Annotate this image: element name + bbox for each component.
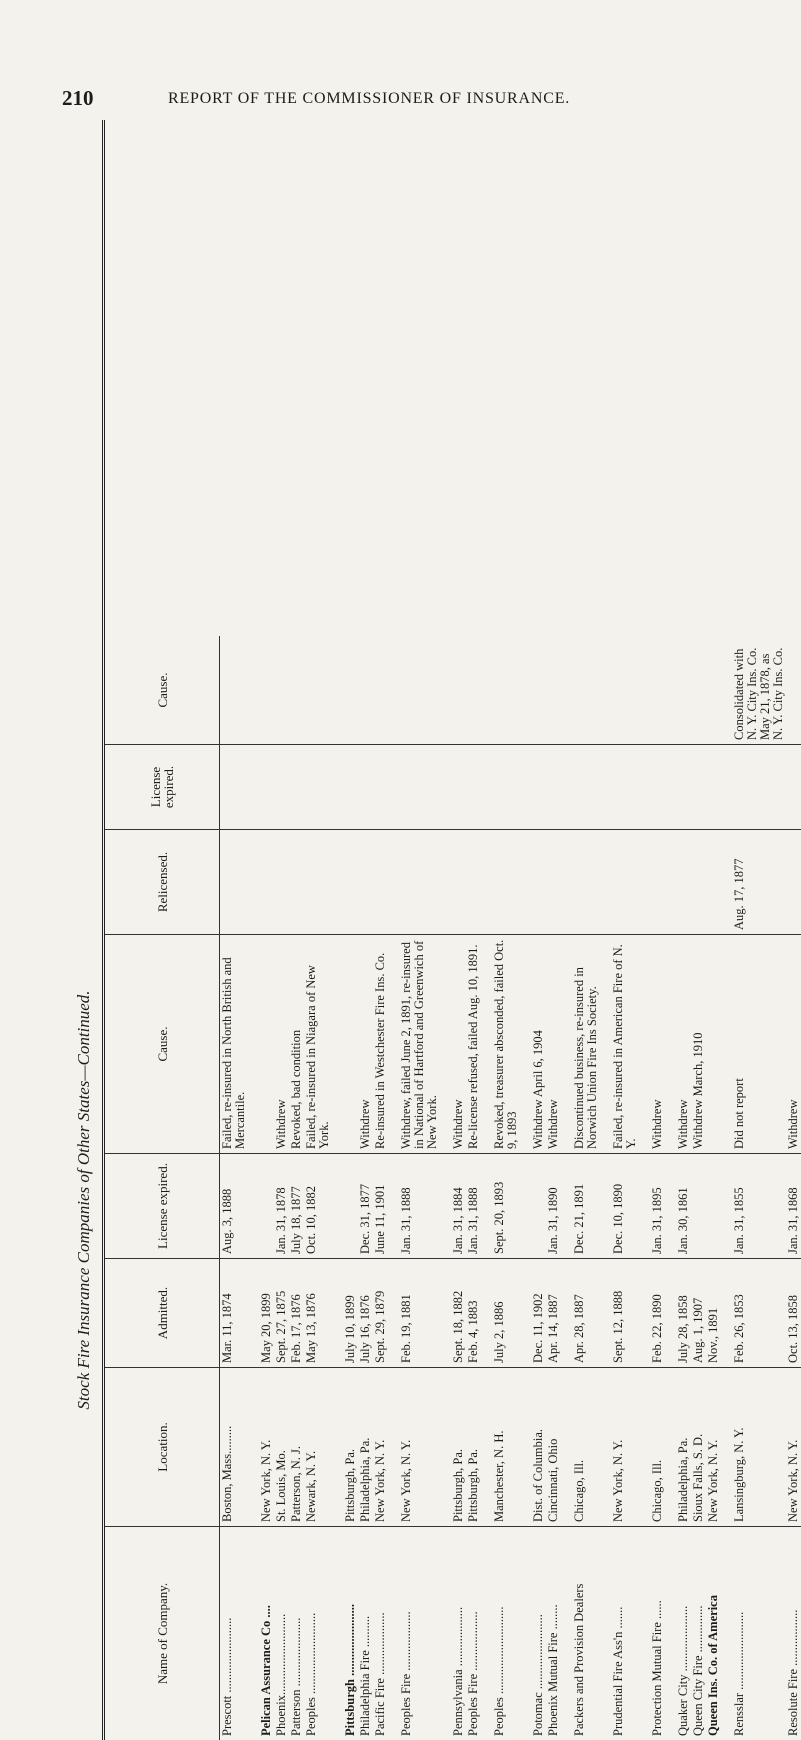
license-expired: Dec. 21, 1891 xyxy=(561,1154,600,1259)
company-name: Philadelphia Fire .......... xyxy=(358,1527,373,1740)
admitted-date: July 10, 1899 xyxy=(332,1259,358,1368)
relicensed-date xyxy=(373,830,388,935)
page-number: 210 xyxy=(62,86,94,111)
cause: Failed, re-insured in American Fire of N. Y. xyxy=(600,935,639,1154)
license-expired-2 xyxy=(786,745,801,830)
admitted-date: Sept. 27, 1875 xyxy=(274,1259,289,1368)
company-name: Packers and Provision Dealers xyxy=(561,1527,600,1740)
cause: Withdrew xyxy=(665,935,691,1154)
cause-2 xyxy=(358,636,373,745)
cause xyxy=(332,935,358,1154)
table-row xyxy=(388,636,440,1740)
location: Cincinnati, Ohio xyxy=(546,1368,561,1527)
location: New York, N. Y. xyxy=(706,1368,721,1527)
table-row xyxy=(706,636,721,1740)
cause-2 xyxy=(332,636,358,745)
license-expired-2 xyxy=(358,745,373,830)
relicensed-date xyxy=(639,830,665,935)
cause: Withdrew xyxy=(358,935,373,1154)
relicensed-date xyxy=(520,830,546,935)
cause-2 xyxy=(274,636,289,745)
license-expired xyxy=(332,1154,358,1259)
admitted-date: July 2, 1886 xyxy=(481,1259,520,1368)
header-license-expired: License expired. xyxy=(105,1154,220,1259)
cause-2 xyxy=(561,636,600,745)
admitted-date: Nov., 1891 xyxy=(706,1259,721,1368)
license-expired: Jan. 31, 1884 xyxy=(440,1154,466,1259)
table-row xyxy=(520,636,546,1740)
location: New York, N. Y. xyxy=(600,1368,639,1527)
company-name: Peoples Fire ................... xyxy=(388,1527,440,1740)
relicensed-date xyxy=(546,830,561,935)
cause: Withdrew xyxy=(274,935,289,1154)
admitted-date: Apr. 14, 1887 xyxy=(546,1259,561,1368)
location: Lansingburg, N. Y. xyxy=(721,1368,786,1527)
cause-2 xyxy=(289,636,304,745)
license-expired: Jan. 31, 1890 xyxy=(546,1154,561,1259)
admitted-date: July 16, 1876 xyxy=(358,1259,373,1368)
company-name: Phoenix Mutual Fire ........ xyxy=(546,1527,561,1740)
header-relicensed: Relicensed. xyxy=(105,830,220,935)
company-name: Peoples .......................... xyxy=(304,1527,332,1740)
relicensed-date xyxy=(304,830,332,935)
location: Pittsburgh, Pa. xyxy=(466,1368,481,1527)
relicensed-date xyxy=(665,830,691,935)
cause xyxy=(706,935,721,1154)
admitted-date: July 28, 1858 xyxy=(665,1259,691,1368)
table-row xyxy=(721,636,786,1740)
license-expired xyxy=(706,1154,721,1259)
relicensed-date xyxy=(466,830,481,935)
location: Boston, Mass......... xyxy=(220,1368,249,1527)
cause-2 xyxy=(220,636,249,745)
license-expired: Jan. 31, 1868 xyxy=(786,1154,801,1259)
license-expired: Jan. 31, 1888 xyxy=(466,1154,481,1259)
license-expired: Jan. 31, 1855 xyxy=(721,1154,786,1259)
license-expired: Jan. 31, 1878 xyxy=(274,1154,289,1259)
location: Philadelphia, Pa. xyxy=(358,1368,373,1527)
license-expired: Dec. 31, 1877 xyxy=(358,1154,373,1259)
cause-2 xyxy=(706,636,721,745)
table-row xyxy=(440,636,466,1740)
company-name: Quaker City ..................... xyxy=(665,1527,691,1740)
license-expired: Aug. 3, 1888 xyxy=(220,1154,249,1259)
cause-2 xyxy=(248,636,274,745)
license-expired-2 xyxy=(639,745,665,830)
table-row xyxy=(691,636,706,1740)
license-expired-2 xyxy=(481,745,520,830)
location: St. Louis, Mo. xyxy=(274,1368,289,1527)
company-name: Protection Mutual Fire ...... xyxy=(639,1527,665,1740)
relicensed-date xyxy=(706,830,721,935)
company-name: Resolute Fire .................. xyxy=(786,1527,801,1740)
table-title: Stock Fire Insurance Companies of Other States—Continued. xyxy=(74,660,94,1740)
cause: Withdrew xyxy=(786,935,801,1154)
license-expired xyxy=(691,1154,706,1259)
license-expired-2 xyxy=(274,745,289,830)
cause-2 xyxy=(440,636,466,745)
table-row xyxy=(274,636,289,1740)
cause-2 xyxy=(786,636,801,745)
location: Patterson, N. J. xyxy=(289,1368,304,1527)
cause-2 xyxy=(665,636,691,745)
location: Chicago, Ill. xyxy=(561,1368,600,1527)
cause-2: Consolidated with N. Y. City Ins. Co. May 21, 1878, as N. Y. City Ins. Co. xyxy=(721,636,786,745)
header-cause-2: Cause. xyxy=(105,636,220,745)
cause-2 xyxy=(481,636,520,745)
location: Newark, N. Y. xyxy=(304,1368,332,1527)
license-expired-2 xyxy=(706,745,721,830)
company-name: Potomac ........................ xyxy=(520,1527,546,1740)
admitted-date: Feb. 17, 1876 xyxy=(289,1259,304,1368)
header-cause: Cause. xyxy=(105,935,220,1154)
admitted-date: Apr. 28, 1887 xyxy=(561,1259,600,1368)
location: Pittsburgh, Pa. xyxy=(440,1368,466,1527)
admitted-date: May 20, 1899 xyxy=(248,1259,274,1368)
license-expired-2 xyxy=(220,745,249,830)
relicensed-date xyxy=(220,830,249,935)
table-row xyxy=(786,636,801,1740)
table-row xyxy=(639,636,665,1740)
license-expired: Jan. 31, 1895 xyxy=(639,1154,665,1259)
table-body xyxy=(220,636,801,1740)
running-head: REPORT OF THE COMMISSIONER OF INSURANCE. xyxy=(168,90,570,108)
cause-2 xyxy=(639,636,665,745)
company-name: Peoples ............................ xyxy=(481,1527,520,1740)
cause xyxy=(248,935,274,1154)
license-expired: Sept. 20, 1893 xyxy=(481,1154,520,1259)
cause-2 xyxy=(600,636,639,745)
license-expired xyxy=(248,1154,274,1259)
table-row xyxy=(289,636,304,1740)
location: New York, N. Y. xyxy=(248,1368,274,1527)
admitted-date: Aug. 1, 1907 xyxy=(691,1259,706,1368)
cause-2 xyxy=(546,636,561,745)
license-expired: July 18, 1877 xyxy=(289,1154,304,1259)
table-row xyxy=(220,636,249,1740)
table-row xyxy=(358,636,373,1740)
admitted-date: Feb. 22, 1890 xyxy=(639,1259,665,1368)
license-expired-2 xyxy=(440,745,466,830)
cause-2 xyxy=(388,636,440,745)
relicensed-date xyxy=(358,830,373,935)
table-row xyxy=(481,636,520,1740)
location: Philadelphia, Pa. xyxy=(665,1368,691,1527)
table-row xyxy=(466,636,481,1740)
location: New York, N. Y. xyxy=(373,1368,388,1527)
license-expired: June 11, 1901 xyxy=(373,1154,388,1259)
location: Sioux Falls, S. D. xyxy=(691,1368,706,1527)
admitted-date: Feb. 19, 1881 xyxy=(388,1259,440,1368)
admitted-date: Sept. 18, 1882 xyxy=(440,1259,466,1368)
location: Dist. of Columbia. xyxy=(520,1368,546,1527)
company-name: Pacific Fire .................... xyxy=(373,1527,388,1740)
header-location: Location. xyxy=(105,1368,220,1527)
cause: Failed, re-insured in Niagara of New York. xyxy=(304,935,332,1154)
license-expired xyxy=(520,1154,546,1259)
license-expired-2 xyxy=(600,745,639,830)
license-expired-2 xyxy=(561,745,600,830)
relicensed-date xyxy=(274,830,289,935)
company-name: Pennsylvania ................... xyxy=(440,1527,466,1740)
relicensed-date xyxy=(388,830,440,935)
table-row xyxy=(373,636,388,1740)
table-row xyxy=(600,636,639,1740)
cause-2 xyxy=(373,636,388,745)
license-expired-2 xyxy=(665,745,691,830)
company-name: Prudential Fire Ass'n ....... xyxy=(600,1527,639,1740)
relicensed-date xyxy=(481,830,520,935)
admitted-date: Dec. 11, 1902 xyxy=(520,1259,546,1368)
page-header xyxy=(62,86,762,116)
relicensed-date xyxy=(600,830,639,935)
cause: Failed, re-insured in North British and Mercantile. xyxy=(220,935,249,1154)
license-expired: Jan. 31, 1888 xyxy=(388,1154,440,1259)
license-expired-2 xyxy=(388,745,440,830)
relicensed-date: Aug. 17, 1877 xyxy=(721,830,786,935)
admitted-date: Sept. 29, 1879 xyxy=(373,1259,388,1368)
company-name: Patterson ...................... xyxy=(289,1527,304,1740)
table-row xyxy=(561,636,600,1740)
relicensed-date xyxy=(289,830,304,935)
company-name: Prescott ........................ xyxy=(220,1527,249,1740)
license-expired-2 xyxy=(332,745,358,830)
license-expired-2 xyxy=(373,745,388,830)
admitted-date: Sept. 12, 1888 xyxy=(600,1259,639,1368)
company-name: Pelican Assurance Co .... xyxy=(248,1527,274,1740)
admitted-date: Oct. 13, 1858 xyxy=(786,1259,801,1368)
license-expired-2 xyxy=(520,745,546,830)
location: Pittsburgh, Pa. xyxy=(332,1368,358,1527)
header-name: Name of Company. xyxy=(105,1527,220,1740)
cause: Revoked, treasurer absconded, failed Oct. 9, 1893 xyxy=(481,935,520,1154)
admitted-date: Feb. 4, 1883 xyxy=(466,1259,481,1368)
rotated-table-block xyxy=(74,120,714,1740)
header-row xyxy=(105,636,220,1740)
cause: Withdrew xyxy=(440,935,466,1154)
cause: Did not report xyxy=(721,935,786,1154)
license-expired-2 xyxy=(248,745,274,830)
cause-2 xyxy=(304,636,332,745)
license-expired-2 xyxy=(691,745,706,830)
location: New York, N. Y. xyxy=(388,1368,440,1527)
cause-2 xyxy=(691,636,706,745)
insurance-companies-table xyxy=(105,636,801,1740)
admitted-date: Feb. 26, 1853 xyxy=(721,1259,786,1368)
table-wrapper xyxy=(102,120,715,1740)
license-expired-2 xyxy=(466,745,481,830)
relicensed-date xyxy=(691,830,706,935)
license-expired: Oct. 10, 1882 xyxy=(304,1154,332,1259)
relicensed-date xyxy=(786,830,801,935)
cause: Discontinued business, re-insured in Norwich Union Fire Ins Society. xyxy=(561,935,600,1154)
cause: Withdrew March, 1910 xyxy=(691,935,706,1154)
table-row xyxy=(665,636,691,1740)
admitted-date: May 13, 1876 xyxy=(304,1259,332,1368)
admitted-date: Mar. 11, 1874 xyxy=(220,1259,249,1368)
table-row xyxy=(546,636,561,1740)
company-name: Phoenix.......................... xyxy=(274,1527,289,1740)
relicensed-date xyxy=(248,830,274,935)
cause-2 xyxy=(520,636,546,745)
relicensed-date xyxy=(332,830,358,935)
cause: Re-license refused, failed Aug. 10, 1891. xyxy=(466,935,481,1154)
table-row xyxy=(332,636,358,1740)
location: New York, N. Y. xyxy=(786,1368,801,1527)
license-expired: Dec. 10, 1890 xyxy=(600,1154,639,1259)
table-row xyxy=(248,636,274,1740)
company-name: Rensslar ......................... xyxy=(721,1527,786,1740)
cause: Re-insured in Westchester Fire Ins. Co. xyxy=(373,935,388,1154)
company-name: Queen Ins. Co. of America xyxy=(706,1527,721,1740)
location: Manchester, N. H. xyxy=(481,1368,520,1527)
cause-2 xyxy=(466,636,481,745)
cause: Withdrew xyxy=(546,935,561,1154)
cause: Revoked, bad condition xyxy=(289,935,304,1154)
relicensed-date xyxy=(561,830,600,935)
company-name: Queen City Fire ............... xyxy=(691,1527,706,1740)
license-expired-2 xyxy=(289,745,304,830)
license-expired: Jan. 30, 1861 xyxy=(665,1154,691,1259)
table-row xyxy=(304,636,332,1740)
license-expired-2 xyxy=(304,745,332,830)
cause: Withdrew xyxy=(639,935,665,1154)
location: Chicago, Ill. xyxy=(639,1368,665,1527)
company-name: Peoples Fire ................... xyxy=(466,1527,481,1740)
license-expired-2 xyxy=(546,745,561,830)
relicensed-date xyxy=(440,830,466,935)
cause: Withdrew, failed June 2, 1891, re-insured in National of Hartford and Greenwich of New York. xyxy=(388,935,440,1154)
header-admitted: Admitted. xyxy=(105,1259,220,1368)
license-expired-2 xyxy=(721,745,786,830)
company-name: Pittsburgh ....................... xyxy=(332,1527,358,1740)
header-license-expired-2: License expired. xyxy=(105,745,220,830)
cause: Withdrew April 6, 1904 xyxy=(520,935,546,1154)
